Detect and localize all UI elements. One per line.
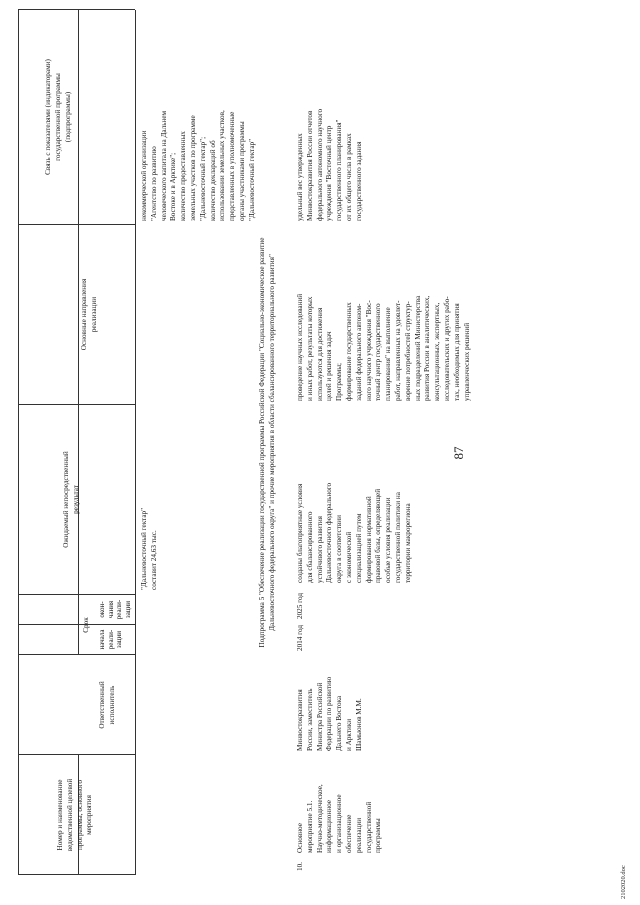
header-srok-start: начала реали- зации bbox=[98, 629, 123, 650]
header-indicators: Связь с показателями (индикаторами) государственной программы (подпрограммы) bbox=[44, 59, 72, 175]
continuation-indicators: некоммерческой организации "Агентство по развитию человеческого капитала на Дальнем Востоке и в Арктике"; количество предоставленных земельных участков по программе "Дальневосточный гектар"; количество деклараций об использовании земельных участков, представленных в уполномоченные органы участниками программы "Дальневосточный гектар" bbox=[140, 110, 256, 221]
row-end: 2025 год bbox=[296, 593, 304, 619]
row-executor: Минвостокразвития России, заместитель Министра Российской Федерации по развитию Дальнего Востока и Арктики Шамьюнов М.М. bbox=[296, 676, 363, 751]
file-code: 2102020.doc bbox=[620, 865, 627, 899]
row-start: 2014 год bbox=[296, 625, 304, 651]
header-result: Ожидаемый непосредственный результат bbox=[62, 451, 80, 548]
row-result: созданы благоприятные условия для сбалансированного устойчивого развития Дальневосточного федерального округа в соответствии с экономической специализацией путем формирования нормативной правовой базы, определяющей особые условия реализации государственной политики на территории макрорегиона bbox=[296, 482, 412, 583]
row-name: Основное мероприятие 5.1. Научно-методическое, информационное и организационное обеспечение реализации государственной программы bbox=[296, 784, 383, 853]
row-indicators: удельный вес утвержденных Минвостокразвития России отчетов федерального автономного научного учреждения "Восточный центр государственного планирования" от их общего числа в рамках государственного задания bbox=[296, 108, 363, 221]
header-num-name: Номер и наименование ведомственной целевой программы, основного мероприятия bbox=[56, 778, 94, 852]
page-number: 87 bbox=[451, 446, 466, 460]
subprogram-title: Подпрограмма 5 "Обеспечение реализации государственной программы Российской Федерации "Социально-экономическое развитие Дальневосточного федерального округа" и прочие мероприятия в области сбалансированного территориального развития" bbox=[258, 237, 276, 648]
header-srok: Срок bbox=[82, 617, 90, 633]
continuation-result: "Дальневосточный гектар" составит 24,63 тыс. bbox=[140, 507, 158, 590]
header-directions: Основные направления реализации bbox=[80, 278, 98, 351]
row-number: 10. bbox=[296, 862, 304, 871]
header-executor: Ответственный исполнитель bbox=[98, 681, 116, 729]
row-directions: проведение научных исследований и иных работ, результаты которых используются для достижения целей и решения задач Программы; формирование государственных заданий федерального автоном- ного научного учреждения "Вос- точный центр государственного планирования" на выполнение работ, направленных на удовлет- ворение потребностей структур- ных подразделений Министерства развития России в аналитических, консультационных, экспертных, исследовательских и других рабо- тах, необходимых для принятия управленческих решений bbox=[296, 293, 471, 401]
header-srok-end: окон- чания реали- зации bbox=[98, 599, 132, 620]
